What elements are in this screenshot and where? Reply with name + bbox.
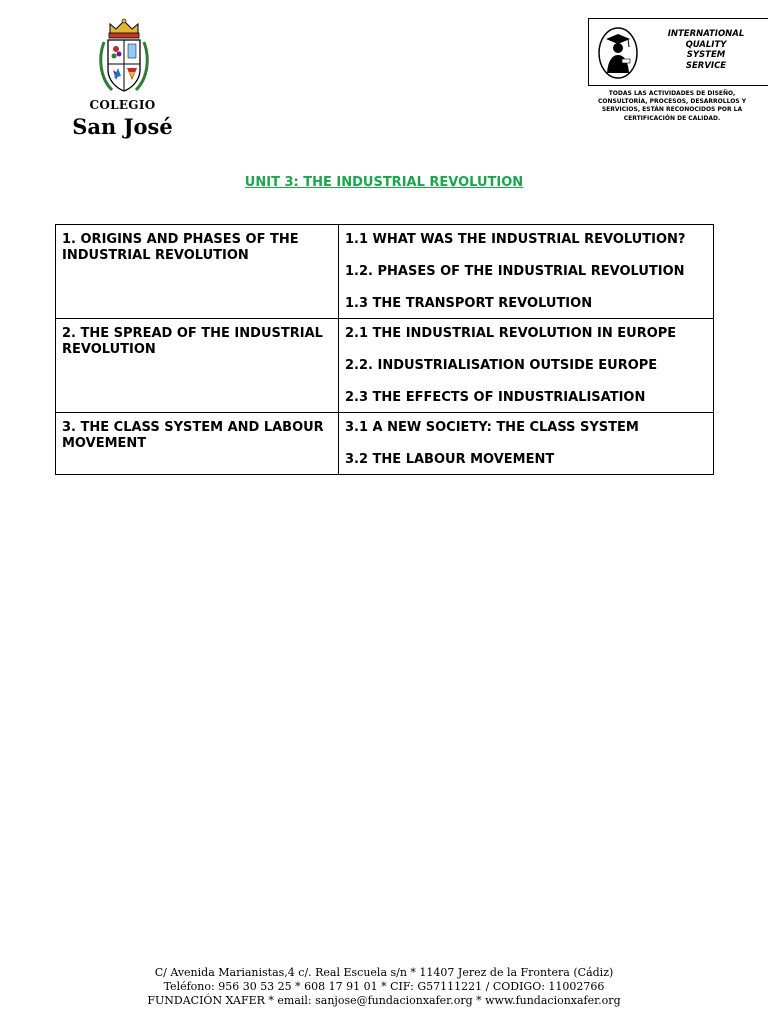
footer-contact: [0, 966, 768, 1008]
graduate-emblem-icon: [596, 25, 640, 81]
subsection-list-cell: [339, 225, 714, 319]
iqs-title-line: SYSTEM: [686, 50, 726, 60]
unit-contents-table: [55, 224, 714, 475]
subsection-list-cell: [339, 413, 714, 475]
table-row: [56, 225, 714, 319]
iqs-certification-box: [588, 18, 768, 86]
iqs-note-line: CONSULTORÍA, PROCESOS, DESARROLLOS Y: [597, 98, 747, 106]
section-heading-cell: 3. THE CLASS SYSTEM AND LABOUR MOVEMENT: [56, 413, 339, 475]
iqs-title-line: QUALITY: [685, 39, 727, 50]
iqs-note-line: TODAS LAS ACTIVIDADES DE DISEÑO,: [608, 90, 736, 97]
school-crest-icon: [96, 18, 152, 96]
section-heading-cell: 2. THE SPREAD OF THE INDUSTRIAL REVOLUTION: [56, 319, 339, 413]
table-row: [56, 319, 714, 413]
footer-phone: Teléfono: 956 30 53 25 * 608 17 91 01 * CIF: G57111221 / CODIGO: 11002766: [163, 980, 605, 993]
subsection-item: 1.2. PHASES OF THE INDUSTRIAL REVOLUTION: [345, 264, 685, 279]
school-logo: [60, 18, 185, 143]
iqs-note-line: CERTIFICACIÓN DE CALIDAD.: [623, 114, 721, 122]
iqs-certification-note: [582, 90, 762, 123]
section-heading-cell: 1. ORIGINS AND PHASES OF THE INDUSTRIAL REVOLUTION: [56, 225, 339, 319]
iqs-title: [645, 29, 767, 71]
subsection-item: 2.2. INDUSTRIALISATION OUTSIDE EUROPE: [345, 358, 658, 373]
iqs-note-line: SERVICIOS, ESTÁN RECONOCIDOS POR LA: [601, 106, 743, 114]
footer-email: FUNDACIÓN XAFER * email: sanjose@fundacionxafer.org * www.fundacionxafer.org: [147, 994, 621, 1007]
subsection-item: 2.3 THE EFFECTS OF INDUSTRIALISATION: [345, 390, 646, 405]
iqs-title-line: SERVICE: [685, 60, 727, 71]
subsection-item: 3.1 A NEW SOCIETY: THE CLASS SYSTEM: [345, 420, 639, 435]
unit-title: UNIT 3: THE INDUSTRIAL REVOLUTION: [244, 175, 524, 190]
school-name: San José: [72, 114, 173, 139]
subsection-item: 1.3 THE TRANSPORT REVOLUTION: [345, 296, 593, 311]
table-row: [56, 413, 714, 475]
subsection-list-cell: [339, 319, 714, 413]
subsection-item: 2.1 THE INDUSTRIAL REVOLUTION IN EUROPE: [345, 326, 677, 341]
school-kicker: COLEGIO: [89, 98, 156, 112]
subsection-item: 1.1 WHAT WAS THE INDUSTRIAL REVOLUTION?: [345, 232, 686, 247]
footer-address: C/ Avenida Marianistas,4 c/. Real Escuela s/n * 11407 Jerez de la Frontera (Cádiz): [154, 966, 614, 979]
iqs-title-line: INTERNATIONAL: [667, 29, 745, 39]
subsection-item: 3.2 THE LABOUR MOVEMENT: [345, 452, 555, 467]
